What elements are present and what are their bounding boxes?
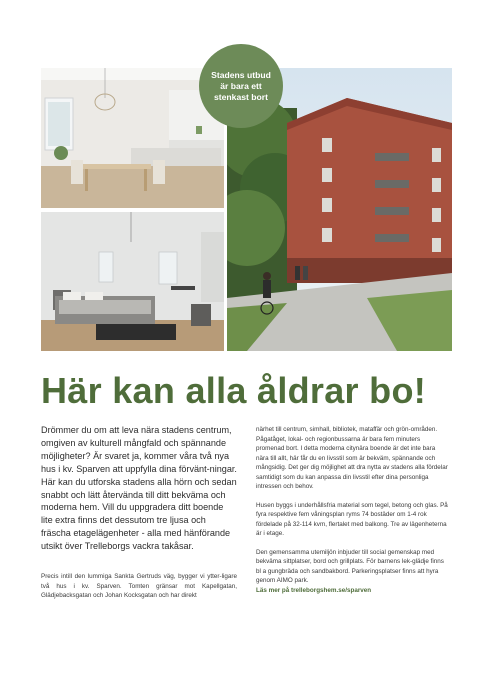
- body-paragraph-building: Husen byggs i underhållsfria material som tegel, betong och glas. På fyra respektive fem våningsplan ryms 74 bostäder om 1-4 rok fördelade på 32-114 kvm, flertalet med balkong. Tre av lägenheterna är i etage.: [256, 501, 448, 537]
- body-text-column-2: [256, 425, 449, 604]
- read-more-link[interactable]: Läs mer på trelleborgshem.se/sparven: [256, 586, 372, 594]
- body-paragraph-location: närhet till centrum, simhall, bibliotek, mataffär och grön-områden. Pågatåget, lokal- och regionbussarna är bara fem minuters promenad bort. I detta moderna citynära boende är det inte bara nära till allt, här får du en livsstil som är bekväm, spännande och mångsidig. Det ger dig möjlighet att dra nytta av stadens alla fördelar samtidigt som du kan anpassa din livsstil efter dina personliga intressen och behov.: [256, 426, 448, 490]
- page-headline: Här kan alla åldrar bo!: [41, 370, 427, 411]
- lead-paragraph: Drömmer du om att leva nära stadens centrum, omgiven av kulturell mångfald och spännande möjligheter? Är svaret ja, kommer våra två nya hus i kv. Sparven att uppfylla dina förvänt-ningar. Här kan du utforska stadens alla hörn och sedan snabbt och lätt återvända till ditt bekväma och moderna hem. Vill du uppgradera ditt boende lite extra finns det dessutom tre ljusa och fräscha etagelägenheter - alla med hänförande utsikt över Trelleborgs vackra takåsar.: [41, 425, 237, 552]
- body-text-column-1: Precis intill den lummiga Sankta Gertruds väg, bygger vi ytter-ligare två hus i kv. Sparven. Tomten gränsar mot Kapellgatan, Glädjebacksgatan och Johan Kocksgatan och har direkt: [41, 573, 237, 600]
- highlight-badge: Stadens utbud är bara ett stenkast bort: [199, 44, 283, 128]
- bedroom-photo: [41, 212, 224, 351]
- body-paragraph-outdoor: Den gemensamma utemiljön inbjuder till social gemenskap med bekväma sittplatser, bord och grillplats. För barnens lek-glädje finns bl a gungbräda och sandbakbord. Parkeringsplatser finns att hyra genom AIMO park.: [256, 548, 444, 584]
- kitchen-photo: [41, 68, 224, 208]
